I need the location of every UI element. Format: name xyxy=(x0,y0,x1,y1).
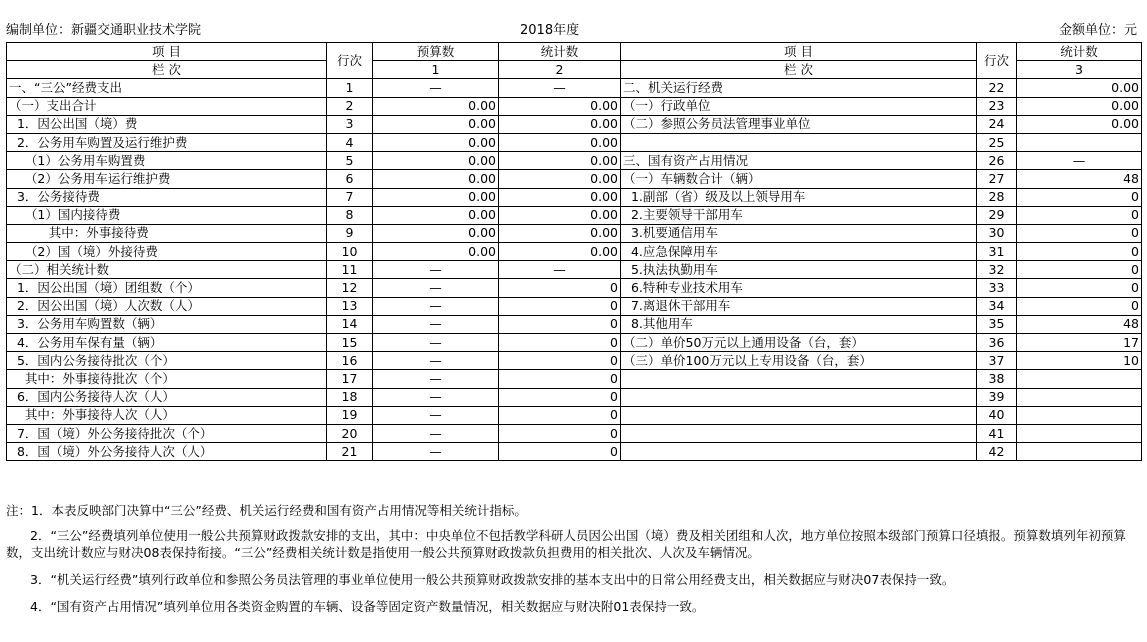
compiling-unit: 编制单位：新疆交通职业技术学院 xyxy=(6,23,202,38)
left-item: 一、“三公”经费支出 xyxy=(7,79,327,97)
left-row-no: 4 xyxy=(327,133,373,151)
left-item: 其中：外事接待费 xyxy=(7,224,327,242)
right-item: （二）参照公务员法管理事业单位 xyxy=(621,115,977,133)
table-row xyxy=(7,443,1142,461)
left-row-no: 17 xyxy=(327,370,373,388)
right-row-no: 41 xyxy=(977,424,1017,442)
table-row xyxy=(7,115,1142,133)
right-item: 3.机要通信用车 xyxy=(621,224,977,242)
left-row-no: 9 xyxy=(327,224,373,242)
table-row xyxy=(7,279,1142,297)
right-stat xyxy=(1017,406,1142,424)
right-stat: 0 xyxy=(1017,279,1142,297)
right-item xyxy=(621,388,977,406)
note-2: 2．“三公”经费填列单位使用一般公共预算财政拨款安排的支出，其中：中央单位不包括教学科研人员因公出国（境）费及相关团组和人次，地方单位按照本级部门预算口径填报。预算数填列年初预算数，支出统计数应与财决08表保持衔接。“三公”经费相关统计数是指使用一般公共预算财政拨款负担费用的相关批次、人次及车辆情况。 xyxy=(6,528,1126,560)
table-row xyxy=(7,334,1142,352)
left-stat: 0.00 xyxy=(499,170,621,188)
table-row xyxy=(7,297,1142,315)
right-stat: 0 xyxy=(1017,206,1142,224)
left-row-no: 13 xyxy=(327,297,373,315)
left-budget: — xyxy=(373,388,499,406)
left-item: 其中：外事接待批次（个） xyxy=(7,370,327,388)
left-item: 1．因公出国（境）费 xyxy=(7,115,327,133)
col-stat-number: 2 xyxy=(499,61,621,79)
left-budget: — xyxy=(373,334,499,352)
right-stat: 48 xyxy=(1017,170,1142,188)
col-header-budget: 预算数 xyxy=(373,43,499,61)
col-header-right-stat: 统计数 xyxy=(1017,43,1142,61)
right-row-no: 35 xyxy=(977,315,1017,333)
left-item: 7．国（境）外公务接待批次（个） xyxy=(7,424,327,442)
left-stat: 0.00 xyxy=(499,224,621,242)
right-stat xyxy=(1017,133,1142,151)
right-stat: 0.00 xyxy=(1017,115,1142,133)
left-stat: 0.00 xyxy=(499,152,621,170)
left-stat: 0 xyxy=(499,406,621,424)
right-item xyxy=(621,133,977,151)
left-budget: 0.00 xyxy=(373,243,499,261)
left-row-no: 7 xyxy=(327,188,373,206)
right-item: 2.主要领导干部用车 xyxy=(621,206,977,224)
right-item: 二、机关运行经费 xyxy=(621,79,977,97)
table-row xyxy=(7,206,1142,224)
left-budget: 0.00 xyxy=(373,188,499,206)
left-row-no: 20 xyxy=(327,424,373,442)
table-row xyxy=(7,133,1142,151)
table-row xyxy=(7,152,1142,170)
col-header-right-item: 项 目 xyxy=(621,43,977,61)
left-item: （2）公务用车运行维护费 xyxy=(7,170,327,188)
table-row xyxy=(7,370,1142,388)
right-row-no: 29 xyxy=(977,206,1017,224)
left-stat: 0.00 xyxy=(499,97,621,115)
left-item: （一）支出合计 xyxy=(7,97,327,115)
right-item: （一）车辆数合计（辆） xyxy=(621,170,977,188)
left-budget: — xyxy=(373,297,499,315)
right-item xyxy=(621,424,977,442)
left-budget: 0.00 xyxy=(373,206,499,224)
right-row-no: 24 xyxy=(977,115,1017,133)
left-item: 其中：外事接待人次（人） xyxy=(7,406,327,424)
left-budget: — xyxy=(373,261,499,279)
left-budget: — xyxy=(373,79,499,97)
right-row-no: 42 xyxy=(977,443,1017,461)
left-stat: 0 xyxy=(499,388,621,406)
table-row xyxy=(7,406,1142,424)
left-item: 6．国内公务接待人次（人） xyxy=(7,388,327,406)
left-stat: 0 xyxy=(499,279,621,297)
right-item: （一）行政单位 xyxy=(621,97,977,115)
left-row-no: 5 xyxy=(327,152,373,170)
right-stat: 0 xyxy=(1017,297,1142,315)
note-1: 注：1．本表反映部门决算中“三公”经费、机关运行经费和国有资产占用情况等相关统计指标。 xyxy=(6,503,527,518)
left-budget: — xyxy=(373,352,499,370)
right-row-no: 34 xyxy=(977,297,1017,315)
note-3: 3．“机关运行经费”填列行政单位和参照公务员法管理的事业单位使用一般公共预算财政拨款安排的基本支出中的日常公用经费支出，相关数据应与财决07表保持一致。 xyxy=(30,572,955,587)
left-row-no: 14 xyxy=(327,315,373,333)
notes-section xyxy=(6,502,1141,625)
left-row-no: 21 xyxy=(327,443,373,461)
left-stat: — xyxy=(499,261,621,279)
left-stat: 0.00 xyxy=(499,188,621,206)
col-right-sub-label: 栏 次 xyxy=(621,61,977,79)
right-stat xyxy=(1017,443,1142,461)
right-row-no: 38 xyxy=(977,370,1017,388)
right-item: （三）单价100万元以上专用设备（台，套） xyxy=(621,352,977,370)
left-stat: 0.00 xyxy=(499,206,621,224)
table-row xyxy=(7,243,1142,261)
right-row-no: 33 xyxy=(977,279,1017,297)
right-row-no: 28 xyxy=(977,188,1017,206)
table-row xyxy=(7,79,1142,97)
col-header-right-row-no: 行次 xyxy=(977,43,1017,79)
table-row xyxy=(7,188,1142,206)
right-row-no: 32 xyxy=(977,261,1017,279)
note-4: 4．“国有资产占用情况”填列单位用各类资金购置的车辆、设备等固定资产数量情况，相关数据应与财决附01表保持一致。 xyxy=(30,599,705,614)
right-item: 6.特种专业技术用车 xyxy=(621,279,977,297)
left-stat: 0.00 xyxy=(499,243,621,261)
right-stat: 0 xyxy=(1017,224,1142,242)
left-row-no: 11 xyxy=(327,261,373,279)
left-budget: — xyxy=(373,406,499,424)
right-stat: 0 xyxy=(1017,243,1142,261)
right-row-no: 23 xyxy=(977,97,1017,115)
left-item: 3．公务接待费 xyxy=(7,188,327,206)
right-item: 1.副部（省）级及以上领导用车 xyxy=(621,188,977,206)
right-stat xyxy=(1017,388,1142,406)
left-row-no: 10 xyxy=(327,243,373,261)
table-row xyxy=(7,224,1142,242)
left-budget: 0.00 xyxy=(373,115,499,133)
left-item: 5．国内公务接待批次（个） xyxy=(7,352,327,370)
right-row-no: 25 xyxy=(977,133,1017,151)
left-item: （2）国（境）外接待费 xyxy=(7,243,327,261)
right-row-no: 39 xyxy=(977,388,1017,406)
right-item: 7.离退休干部用车 xyxy=(621,297,977,315)
left-budget: — xyxy=(373,315,499,333)
right-stat: 0.00 xyxy=(1017,79,1142,97)
left-item: 3．公务用车购置数（辆） xyxy=(7,315,327,333)
left-budget: 0.00 xyxy=(373,152,499,170)
right-row-no: 37 xyxy=(977,352,1017,370)
right-row-no: 22 xyxy=(977,79,1017,97)
right-stat: 0 xyxy=(1017,188,1142,206)
left-stat: 0 xyxy=(499,297,621,315)
left-row-no: 18 xyxy=(327,388,373,406)
col-header-row-no: 行次 xyxy=(327,43,373,79)
left-item: （1）国内接待费 xyxy=(7,206,327,224)
right-item: 8.其他用车 xyxy=(621,315,977,333)
left-stat: 0 xyxy=(499,443,621,461)
right-stat xyxy=(1017,370,1142,388)
left-budget: — xyxy=(373,279,499,297)
right-row-no: 26 xyxy=(977,152,1017,170)
left-stat: 0.00 xyxy=(499,115,621,133)
table-row xyxy=(7,170,1142,188)
left-stat: 0 xyxy=(499,315,621,333)
left-row-no: 15 xyxy=(327,334,373,352)
left-budget: 0.00 xyxy=(373,97,499,115)
left-budget: 0.00 xyxy=(373,133,499,151)
left-stat: 0 xyxy=(499,370,621,388)
left-stat: 0.00 xyxy=(499,133,621,151)
right-item: 5.执法执勤用车 xyxy=(621,261,977,279)
left-row-no: 2 xyxy=(327,97,373,115)
left-row-no: 19 xyxy=(327,406,373,424)
currency-unit: 金额单位：元 xyxy=(1058,23,1137,38)
right-item: 三、国有资产占用情况 xyxy=(621,152,977,170)
right-item xyxy=(621,370,977,388)
right-stat: 0 xyxy=(1017,261,1142,279)
left-item: 1．因公出国（境）团组数（个） xyxy=(7,279,327,297)
left-row-no: 3 xyxy=(327,115,373,133)
right-stat: — xyxy=(1017,152,1142,170)
table-row xyxy=(7,97,1142,115)
right-item xyxy=(621,406,977,424)
left-row-no: 6 xyxy=(327,170,373,188)
table-row xyxy=(7,315,1142,333)
table-row xyxy=(7,352,1142,370)
col-header-item: 项 目 xyxy=(7,43,327,61)
left-budget: — xyxy=(373,370,499,388)
col-right-stat-number: 3 xyxy=(1017,61,1142,79)
right-item xyxy=(621,443,977,461)
left-budget: — xyxy=(373,443,499,461)
right-stat: 10 xyxy=(1017,352,1142,370)
table-row xyxy=(7,388,1142,406)
right-row-no: 36 xyxy=(977,334,1017,352)
left-item: （二）相关统计数 xyxy=(7,261,327,279)
right-row-no: 40 xyxy=(977,406,1017,424)
left-row-no: 1 xyxy=(327,79,373,97)
left-stat: 0 xyxy=(499,352,621,370)
right-row-no: 30 xyxy=(977,224,1017,242)
left-item: 4．公务用车保有量（辆） xyxy=(7,334,327,352)
left-row-no: 12 xyxy=(327,279,373,297)
right-stat: 0.00 xyxy=(1017,97,1142,115)
col-budget-number: 1 xyxy=(373,61,499,79)
left-item: 2．公务用车购置及运行维护费 xyxy=(7,133,327,151)
right-stat: 48 xyxy=(1017,315,1142,333)
col-header-stat: 统计数 xyxy=(499,43,621,61)
left-row-no: 8 xyxy=(327,206,373,224)
table-row xyxy=(7,261,1142,279)
report-year: 2018年度 xyxy=(520,23,580,38)
left-item: 8．国（境）外公务接待人次（人） xyxy=(7,443,327,461)
left-budget: — xyxy=(373,424,499,442)
col-sub-label: 栏 次 xyxy=(7,61,327,79)
table-row xyxy=(7,424,1142,442)
left-item: 2．因公出国（境）人次数（人） xyxy=(7,297,327,315)
left-stat: — xyxy=(499,79,621,97)
right-row-no: 31 xyxy=(977,243,1017,261)
left-stat: 0 xyxy=(499,334,621,352)
left-budget: 0.00 xyxy=(373,170,499,188)
left-row-no: 16 xyxy=(327,352,373,370)
right-row-no: 27 xyxy=(977,170,1017,188)
right-stat: 17 xyxy=(1017,334,1142,352)
left-item: （1）公务用车购置费 xyxy=(7,152,327,170)
left-budget: 0.00 xyxy=(373,224,499,242)
right-item: （二）单价50万元以上通用设备（台，套） xyxy=(621,334,977,352)
left-stat: 0 xyxy=(499,424,621,442)
right-stat xyxy=(1017,424,1142,442)
three-public-expenses-table xyxy=(6,42,1142,461)
right-item: 4.应急保障用车 xyxy=(621,243,977,261)
